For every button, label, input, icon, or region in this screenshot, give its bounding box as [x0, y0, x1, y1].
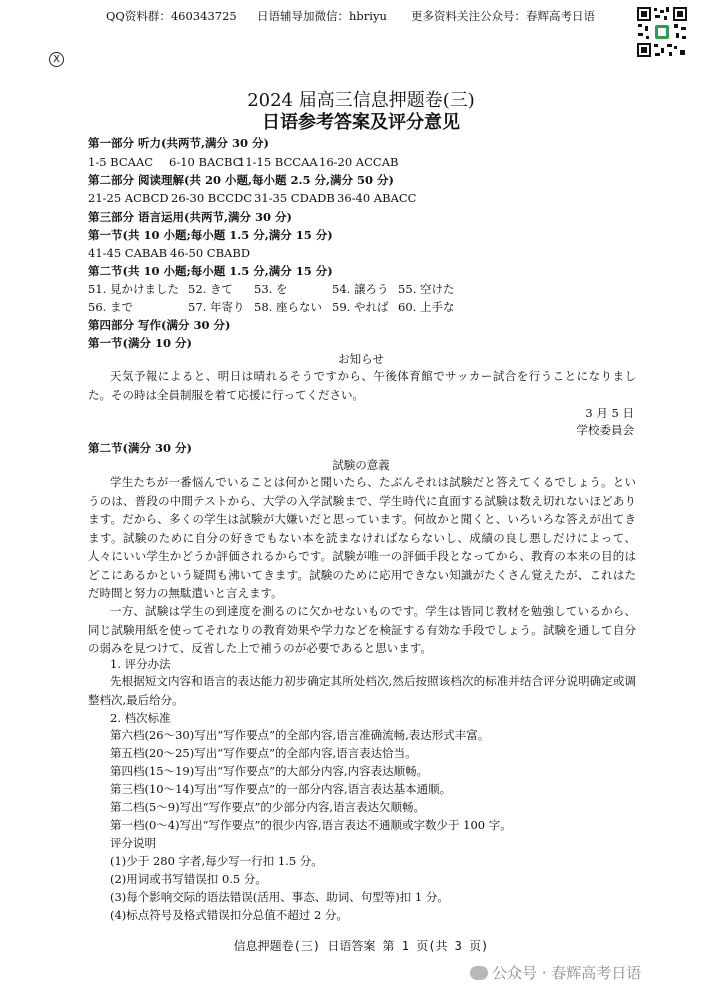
answer-group: 6-10 BACBC	[169, 155, 242, 169]
fill-answer: 56. まで	[88, 300, 133, 314]
answer-group: 31-35 CDADB	[254, 191, 335, 205]
qr-code-image	[636, 6, 688, 58]
circled-x-mark: X	[49, 52, 64, 67]
fill-answer: 57. 年寄り	[188, 300, 245, 314]
part3-heading: 第三部分 语言运用(共两节,满分 30 分)	[88, 210, 292, 224]
note-item: (4)标点符号及格式错误扣分总值不超过 2 分。	[110, 908, 348, 922]
notice-body: 天気予報によると、明日は晴れるそうですから、午後体育館でサッカー試合を行うことになりました。その時は全員制服を着て応援に行ってください。	[88, 369, 636, 402]
notice-date: 3 月 5 日	[585, 406, 634, 420]
wechat-text: 日语辅导加微信：hbriyu	[257, 9, 387, 23]
answer-group: 16-20 ACCAB	[319, 155, 399, 169]
note-item: (1)少于 280 字者,每少写一行扣 1.5 分。	[110, 854, 323, 868]
level-item: 第一档(0～4)写出“写作要点”的很少内容,语言表达不通顺或字数少于 100 字。	[110, 818, 512, 832]
more-info-text: 更多资料关注公众号：春辉高考日语	[411, 9, 595, 23]
fill-answer: 51. 見かけました	[88, 282, 179, 296]
part4-section1-heading: 第一节(满分 10 分)	[88, 336, 192, 350]
page-footer: 信息押题卷(三) 日语答案 第 1 页(共 3 页)	[233, 939, 489, 953]
level-item: 第二档(5～9)写出“写作要点”的少部分内容,语言表达欠顺畅。	[110, 800, 426, 814]
answer-group: 41-45 CABAB	[88, 246, 168, 260]
fill-answer: 60. 上手な	[398, 300, 455, 314]
top-info-bar	[0, 8, 722, 28]
watermark-text: 公众号 · 春辉高考日语	[492, 964, 642, 982]
fill-answer: 53. を	[254, 282, 288, 296]
part1-answers	[88, 153, 628, 171]
fill-answer: 54. 譲ろう	[332, 282, 389, 296]
essay-paragraph-2: 一方、試験は学生の到達度を測るのに欠かせないものです。学生は皆同じ教材を勉強しているから、同じ試験用紙を使ってそれなりの教育効果や学力などを検証する有効な手段でしょう。試験を通して自分の弱みを見つけて、反省した上で補うのが必要であると思います。	[88, 604, 636, 655]
fill-answer: 59. やれば	[332, 300, 389, 314]
qq-group-text: QQ资料群：460343725	[106, 9, 237, 23]
wechat-icon	[470, 966, 488, 980]
level-item: 第六档(26～30)写出“写作要点”的全部内容,语言准确流畅,表达形式丰富。	[110, 728, 490, 742]
answer-key-title: 日语参考答案及评分意见	[262, 112, 460, 133]
part1-heading: 第一部分 听力(共两节,满分 30 分)	[88, 136, 269, 150]
answer-group: 1-5 BCAAC	[88, 155, 154, 169]
scoring-levels-heading: 2. 档次标准	[110, 711, 171, 725]
watermark	[470, 962, 641, 983]
essay-paragraph-1: 学生たちが一番悩んでいることは何かと聞いたら、たぶんそれは試験だと答えてくるでしょう。というのは、普段の中間テストから、大学の入学試験まで、学生時代に直面する試験は数え切れないほどあります。だから、多くの学生は試験が大嫌いだと思っています。何故かと聞くと、いろいろな答えが出てきます。試験のために自分の好きでもない本を読まなければならないし、成績の良し悪しだけによって、人々にいい学生かどうか評価されるからです。試験が唯一の評価手段となってから、教育の本来の目的はどこにあるかという疑問も沸いてきます。試験のために応用できない知識がたくさん覚えたが、これはただ時間と努力の無駄遣いと言えます。	[88, 475, 636, 600]
fill-answer: 55. 空けた	[398, 282, 455, 296]
part3-section2-row1	[88, 280, 628, 298]
scoring-notes-heading: 评分说明	[110, 836, 156, 850]
level-item: 第四档(15～19)写出“写作要点”的大部分内容,内容表达顺畅。	[110, 764, 429, 778]
scoring-method-body: 先根据短文内容和语言的表达能力初步确定其所处档次,然后按照该档次的标准并结合评分说明确定或调整档次,最后给分。	[88, 674, 636, 707]
part2-answers	[88, 189, 628, 207]
fill-answer: 58. 座らない	[254, 300, 322, 314]
fill-answer: 52. きて	[188, 282, 233, 296]
notice-title: お知らせ	[338, 352, 384, 366]
note-item: (3)每个影响交际的语法错误(活用、事态、助词、句型等)扣 1 分。	[110, 890, 449, 904]
exam-title: 2024 届高三信息押题卷(三)	[247, 90, 475, 111]
part2-heading: 第二部分 阅读理解(共 20 小题,每小题 2.5 分,满分 50 分)	[88, 173, 394, 187]
part4-heading: 第四部分 写作(满分 30 分)	[88, 318, 231, 332]
answer-group: 21-25 ACBCD	[88, 191, 169, 205]
answer-group: 26-30 BCCDC	[171, 191, 253, 205]
scoring-method-heading: 1. 评分办法	[110, 657, 171, 671]
answer-group: 36-40 ABACC	[337, 191, 417, 205]
part3-section1-heading: 第一节(共 10 小题;每小题 1.5 分,满分 15 分)	[88, 228, 333, 242]
part3-section2-row2	[88, 298, 628, 316]
answer-group: 46-50 CBABD	[170, 246, 251, 260]
note-item: (2)用词或书写错误扣 0.5 分。	[110, 872, 267, 886]
level-item: 第三档(10～14)写出“写作要点”的一部分内容,语言表达基本通顺。	[110, 782, 452, 796]
essay-title: 試験の意義	[332, 458, 390, 472]
part3-section1-answers	[88, 244, 628, 262]
part3-section2-heading: 第二节(共 10 小题;每小题 1.5 分,满分 15 分)	[88, 264, 333, 278]
answer-group: 11-15 BCCAA	[238, 155, 318, 169]
part4-section2-heading: 第二节(满分 30 分)	[88, 441, 192, 455]
level-item: 第五档(20～25)写出“写作要点”的全部内容,语言表达恰当。	[110, 746, 417, 760]
notice-signer: 学校委員会	[576, 423, 634, 437]
